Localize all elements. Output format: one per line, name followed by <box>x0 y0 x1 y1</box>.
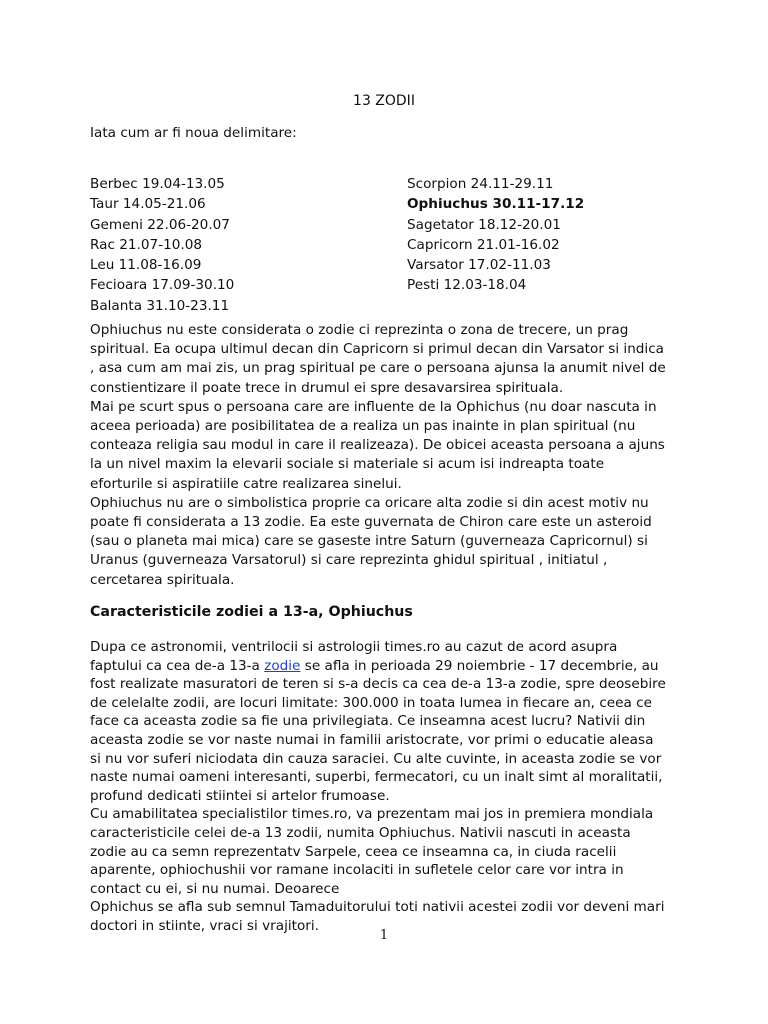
text-line: la un nivel maxim la elevarii sociale si materiale si acum isi indreapta toate <box>90 456 605 473</box>
ophiuchus-description <box>90 321 690 590</box>
text-line: profund dedicati stiintei si artelor frumoase. <box>90 787 390 804</box>
signs-right-column <box>407 174 584 296</box>
text-fragment: faptului ca cea de-a 13-a <box>90 657 265 674</box>
text-line: face ca aceasta zodie sa fie una privilegiata. Ce inseamna acest lucru? Nativii din <box>90 713 646 730</box>
sign-line: Capricorn 21.01-16.02 <box>407 236 560 253</box>
zodie-link[interactable]: zodie <box>264 657 301 674</box>
intro-line: Iata cum ar fi noua delimitare: <box>90 125 297 141</box>
signs-left-column <box>90 174 234 316</box>
text-line: caracteristicile celei de-a 13 zodii, numita Ophiuchus. Nativii nascuti in aceasta <box>90 824 631 841</box>
text-line: aceasta zodie se vor naste numai in familii aristocrate, vor primi o educatie aleasa <box>90 731 654 748</box>
page-number: 1 <box>379 928 389 943</box>
sign-line: Berbec 19.04-13.05 <box>90 176 225 192</box>
text-line: Mai pe scurt spus o persoana care are influente de la Ophichus (nu doar nascuta in <box>90 398 657 415</box>
text-line: constientizare il poate trece in drumul ei spre desavarsirea spirituala. <box>90 379 564 396</box>
text-line: conteaza religia sau modul in care il realizeaza). De obicei aceasta persoana a ajuns <box>90 437 665 454</box>
text-line-with-link <box>90 657 690 676</box>
text-fragment: se afla in perioada 29 noiembrie - 17 decembrie, au <box>300 657 659 674</box>
characteristics-text <box>90 638 690 936</box>
text-line: Cu amabilitatea specialistilor times.ro, va prezentam mai jos in premiera mondiala <box>90 806 654 823</box>
sign-line-ophiuchus: Ophiuchus 30.11-17.12 <box>407 196 585 213</box>
sign-line: Rac 21.07-10.08 <box>90 236 203 253</box>
sign-line: Varsator 17.02-11.03 <box>407 257 551 274</box>
text-line: Ophichus se afla sub semnul Tamaduitorului toti nativii acestei zodii vor deveni mari <box>90 899 665 916</box>
sign-line: Sagetator 18.12-20.01 <box>407 216 561 233</box>
sign-line: Gemeni 22.06-20.07 <box>90 216 230 233</box>
sign-line: Leu 11.08-16.09 <box>90 257 202 274</box>
text-line: naste numai oameni interesanti, superbi, fermecatori, cu un inalt simt al moralitatii, <box>90 769 663 786</box>
text-line: Dupa ce astronomii, ventrilocii si astrologii times.ro au cazut de acord asupra <box>90 639 618 655</box>
sign-line: Scorpion 24.11-29.11 <box>407 176 554 192</box>
text-line: Uranus (guverneaza Varsatorul) si care reprezinta ghidul spiritual , initiatul , <box>90 552 608 569</box>
text-line: doctori in stiinte, vraci si vrajitori. <box>90 917 319 934</box>
text-line: aparente, ophiochushii vor ramane incolaciti in sufletele celor care vor intra in <box>90 862 624 879</box>
text-line: fost realizate masuratori de teren si s-a decis ca cea de-a 13-a zodie, spre deosebire <box>90 676 666 693</box>
text-line: zodie au ca semn reprezentatv Sarpele, ceea ce inseamna ca, in ciuda racelii <box>90 843 617 860</box>
text-line: Ophiuchus nu are o simbolistica proprie ca oricare alta zodie si din acest motiv nu <box>90 494 649 511</box>
sign-line: Taur 14.05-21.06 <box>90 196 206 213</box>
text-line: si nu vor suferi niciodata din cauza saraciei. Cu alte cuvinte, in aceasta zodie se vor <box>90 750 662 767</box>
text-line: aceea perioada) are posibilitatea de a realiza un pas inainte in plan spiritual (nu <box>90 418 636 435</box>
text-line: (sau o planeta mai mica) care se gaseste intre Saturn (guverneaza Capricornul) si <box>90 533 648 550</box>
text-line: eforturile si aspiratiile catre realizarea sinelui. <box>90 475 402 492</box>
page-title: 13 ZODII <box>353 93 415 109</box>
text-line: cercetarea spirituala. <box>90 571 235 588</box>
text-line: contact cu ei, si nu numai. Deoarece <box>90 880 340 897</box>
section-heading: Caracteristicile zodiei a 13-a, Ophiuchus <box>90 604 413 620</box>
text-line: Ophiuchus nu este considerata o zodie ci reprezinta o zona de trecere, un prag <box>90 322 629 338</box>
text-line: poate fi considerata a 13 zodie. Ea este guvernata de Chiron care este un asteroid <box>90 514 652 531</box>
text-line: spiritual. Ea ocupa ultimul decan din Capricorn si primul decan din Varsator si indica <box>90 341 665 358</box>
sign-line: Fecioara 17.09-30.10 <box>90 277 235 294</box>
sign-line: Pesti 12.03-18.04 <box>407 277 527 294</box>
text-line: de celelalte zodii, are locuri limitate: 300.000 in toata lumea in fiecare an, ceea ce <box>90 694 653 711</box>
text-line: , asa cum am mai zis, un prag spiritual pe care o persoana ajunsa la anumit nivel de <box>90 360 666 377</box>
sign-line: Balanta 31.10-23.11 <box>90 297 230 314</box>
